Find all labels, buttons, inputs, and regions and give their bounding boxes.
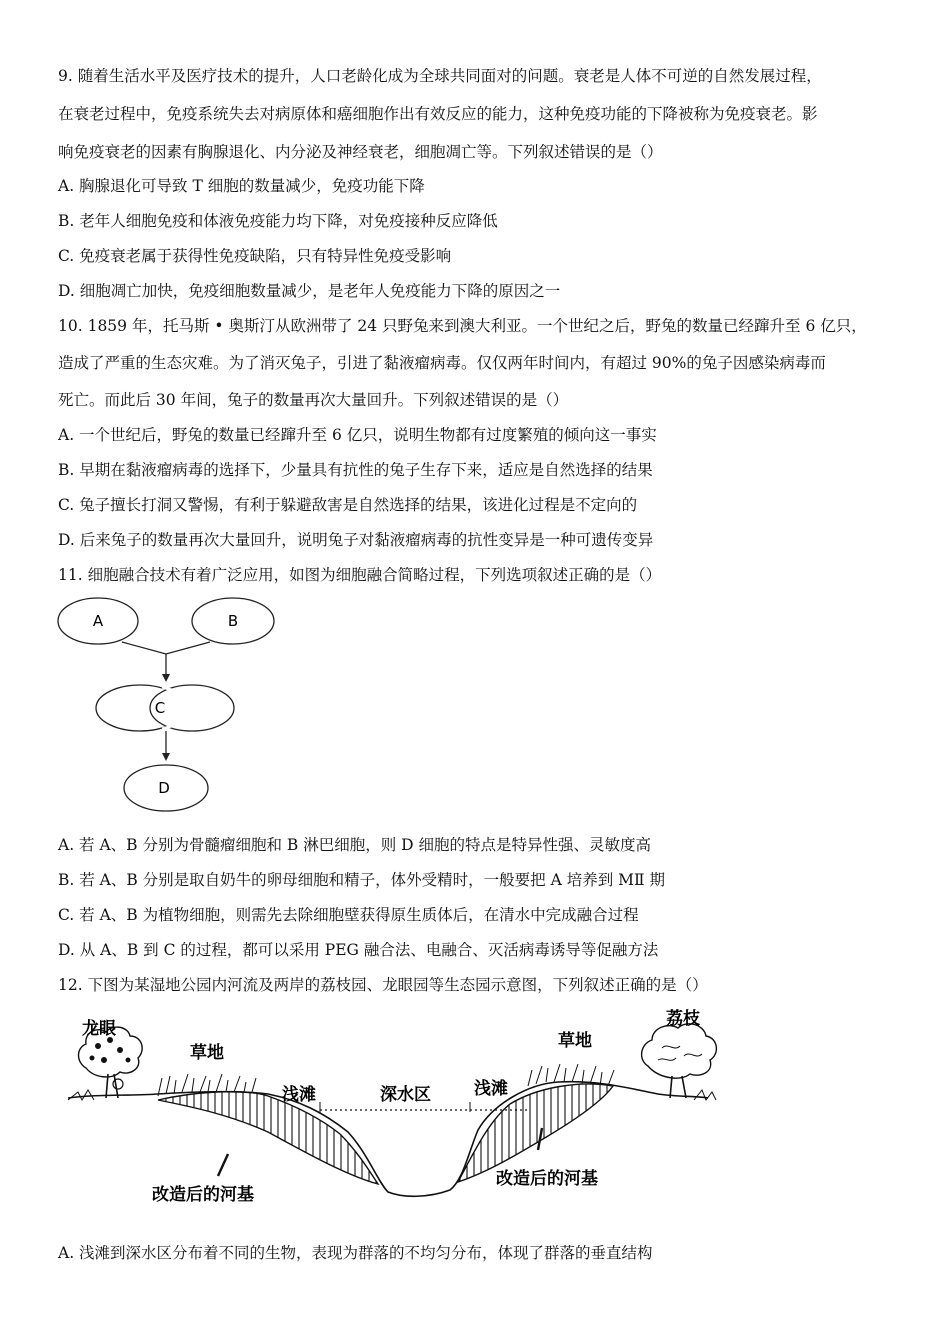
q10-stem-line-3: 死亡。而此后 30 年间，兔子的数量再次大量回升。下列叙述错误的是（） <box>58 391 569 409</box>
shoal-label-right: 浅滩 <box>474 1079 508 1099</box>
litchi-tree-icon <box>642 1024 717 1100</box>
q9-stem-line-2: 在衰老过程中，免疫系统失去对病原体和癌细胞作出有效反应的能力，这种免疫功能的下降被称为免疫衰老。影 <box>58 105 818 123</box>
cell-a-label: A <box>92 612 104 630</box>
cell-b-label: B <box>227 612 239 630</box>
q10-option-d: D. 后来兔子的数量再次大量回升，说明兔子对黏液瘤病毒的抗性变异是一种可遗传变异 <box>58 531 654 549</box>
q11-option-c: C. 若 A、B 为植物细胞，则需先去除细胞壁获得原生质体后，在清水中完成融合过程 <box>58 906 639 924</box>
q9-stem-line-3: 响免疫衰老的因素有胸腺退化、内分泌及神经衰老，细胞凋亡等。下列叙述错误的是（） <box>58 143 663 161</box>
shoal-label-left: 浅滩 <box>282 1085 316 1105</box>
q10-option-b: B. 早期在黏液瘤病毒的选择下，少量具有抗性的兔子生存下来，适应是自然选择的结果 <box>58 461 653 479</box>
q10-option-a: A. 一个世纪后，野兔的数量已经蹿升至 6 亿只，说明生物都有过度繁殖的倾向这一事实 <box>58 426 657 444</box>
q12-stem: 12. 下图为某湿地公园内河流及两岸的荔枝园、龙眼园等生态园示意图，下列叙述正确的是（） <box>58 976 708 994</box>
deep-water-label: 深水区 <box>380 1085 431 1105</box>
merge-lines <box>122 642 210 654</box>
q11-option-d: D. 从 A、B 到 C 的过程，都可以采用 PEG 融合法、电融合、灭活病毒诱导等促融方法 <box>58 941 659 959</box>
q9-option-d: D. 细胞凋亡加快，免疫细胞数量减少，是老年人免疫能力下降的原因之一 <box>58 282 561 300</box>
q9-option-c: C. 免疫衰老属于获得性免疫缺陷，只有特异性免疫受影响 <box>58 247 452 265</box>
left-bank-pointer <box>218 1154 228 1176</box>
grass-label-right: 草地 <box>558 1031 592 1051</box>
grass-label-left: 草地 <box>190 1043 224 1063</box>
bank-label-left: 改造后的河基 <box>152 1185 254 1205</box>
q9-option-a: A. 胸腺退化可导致 T 细胞的数量减少，免疫功能下降 <box>58 177 425 195</box>
q11-option-b: B. 若 A、B 分别是取自奶牛的卵母细胞和精子，体外受精时，一般要把 A 培养到 MⅡ 期 <box>58 871 665 889</box>
q10-stem-line-2: 造成了严重的生态灾难。为了消灭兔子，引进了黏液瘤病毒。仅仅两年时间内，有超过 90%的兔子因感染病毒而 <box>58 354 826 372</box>
q11-stem: 11. 细胞融合技术有着广泛应用，如图为细胞融合简略过程，下列选项叙述正确的是（） <box>58 566 662 584</box>
cell-fusion-diagram <box>50 594 290 819</box>
q12-option-a: A. 浅滩到深水区分布着不同的生物，表现为群落的不均匀分布，体现了群落的垂直结构 <box>58 1244 653 1262</box>
q10-option-c: C. 兔子擅长打洞又警惕，有利于躲避敌害是自然选择的结果，该进化过程是不定向的 <box>58 496 638 514</box>
left-embankment <box>158 1092 378 1184</box>
q9-option-b: B. 老年人细胞免疫和体液免疫能力均下降，对免疫接种反应降低 <box>58 212 498 230</box>
q9-stem-line-1: 9. 随着生活水平及医疗技术的提升，人口老龄化成为全球共同面对的问题。衰老是人体不可逆的自然发展过程， <box>58 67 822 85</box>
bank-label-right: 改造后的河基 <box>496 1169 598 1189</box>
q11-option-a: A. 若 A、B 分别为骨髓瘤细胞和 B 淋巴细胞，则 D 细胞的特点是特异性强、灵敏度高 <box>58 836 652 854</box>
longan-label: 龙眼 <box>82 1019 116 1039</box>
litchi-label: 荔枝 <box>666 1009 700 1029</box>
cell-c-label: C <box>154 699 166 717</box>
wetland-river-diagram <box>58 1004 718 1214</box>
cell-d-label: D <box>158 779 170 797</box>
right-grass-icon <box>528 1064 614 1086</box>
q10-stem-line-1: 10. 1859 年，托马斯 • 奥斯汀从欧洲带了 24 只野兔来到澳大利亚。一个世纪之后，野兔的数量已经蹿升至 6 亿只， <box>58 317 867 335</box>
